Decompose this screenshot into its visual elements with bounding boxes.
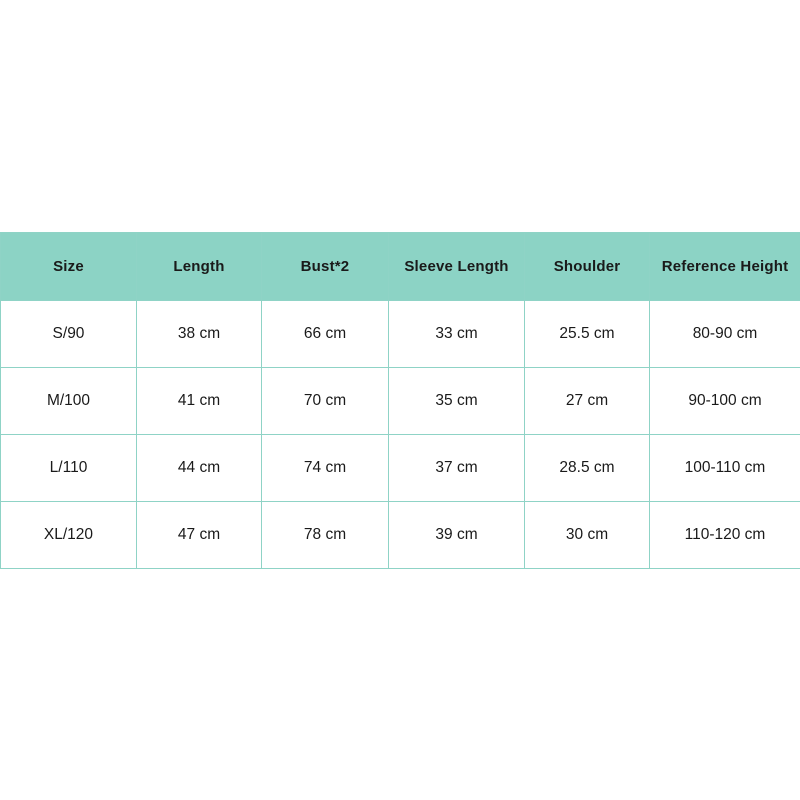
column-header-size: Size xyxy=(1,233,137,301)
cell-size: L/110 xyxy=(1,435,137,502)
cell-length: 38 cm xyxy=(137,301,262,368)
cell-sleeve-length: 33 cm xyxy=(389,301,525,368)
table-body xyxy=(1,301,800,569)
cell-size: S/90 xyxy=(1,301,137,368)
cell-bust: 70 cm xyxy=(262,368,389,435)
cell-shoulder: 28.5 cm xyxy=(525,435,650,502)
cell-bust: 74 cm xyxy=(262,435,389,502)
column-header-sleeve-length: Sleeve Length xyxy=(389,233,525,301)
cell-length: 44 cm xyxy=(137,435,262,502)
cell-size: XL/120 xyxy=(1,502,137,569)
table-row xyxy=(1,502,800,569)
cell-sleeve-length: 39 cm xyxy=(389,502,525,569)
cell-bust: 78 cm xyxy=(262,502,389,569)
table-header-row xyxy=(1,233,800,301)
column-header-bust: Bust*2 xyxy=(262,233,389,301)
table-row xyxy=(1,435,800,502)
cell-size: M/100 xyxy=(1,368,137,435)
table-row xyxy=(1,301,800,368)
cell-length: 47 cm xyxy=(137,502,262,569)
cell-shoulder: 25.5 cm xyxy=(525,301,650,368)
table-row xyxy=(1,368,800,435)
column-header-length: Length xyxy=(137,233,262,301)
cell-length: 41 cm xyxy=(137,368,262,435)
cell-sleeve-length: 37 cm xyxy=(389,435,525,502)
cell-reference-height: 90-100 cm xyxy=(650,368,800,435)
size-chart-container xyxy=(0,232,800,569)
cell-shoulder: 27 cm xyxy=(525,368,650,435)
cell-reference-height: 80-90 cm xyxy=(650,301,800,368)
cell-shoulder: 30 cm xyxy=(525,502,650,569)
column-header-reference-height: Reference Height xyxy=(650,233,800,301)
size-chart-table xyxy=(0,232,800,569)
cell-sleeve-length: 35 cm xyxy=(389,368,525,435)
cell-reference-height: 100-110 cm xyxy=(650,435,800,502)
cell-bust: 66 cm xyxy=(262,301,389,368)
table-header xyxy=(1,233,800,301)
cell-reference-height: 110-120 cm xyxy=(650,502,800,569)
column-header-shoulder: Shoulder xyxy=(525,233,650,301)
